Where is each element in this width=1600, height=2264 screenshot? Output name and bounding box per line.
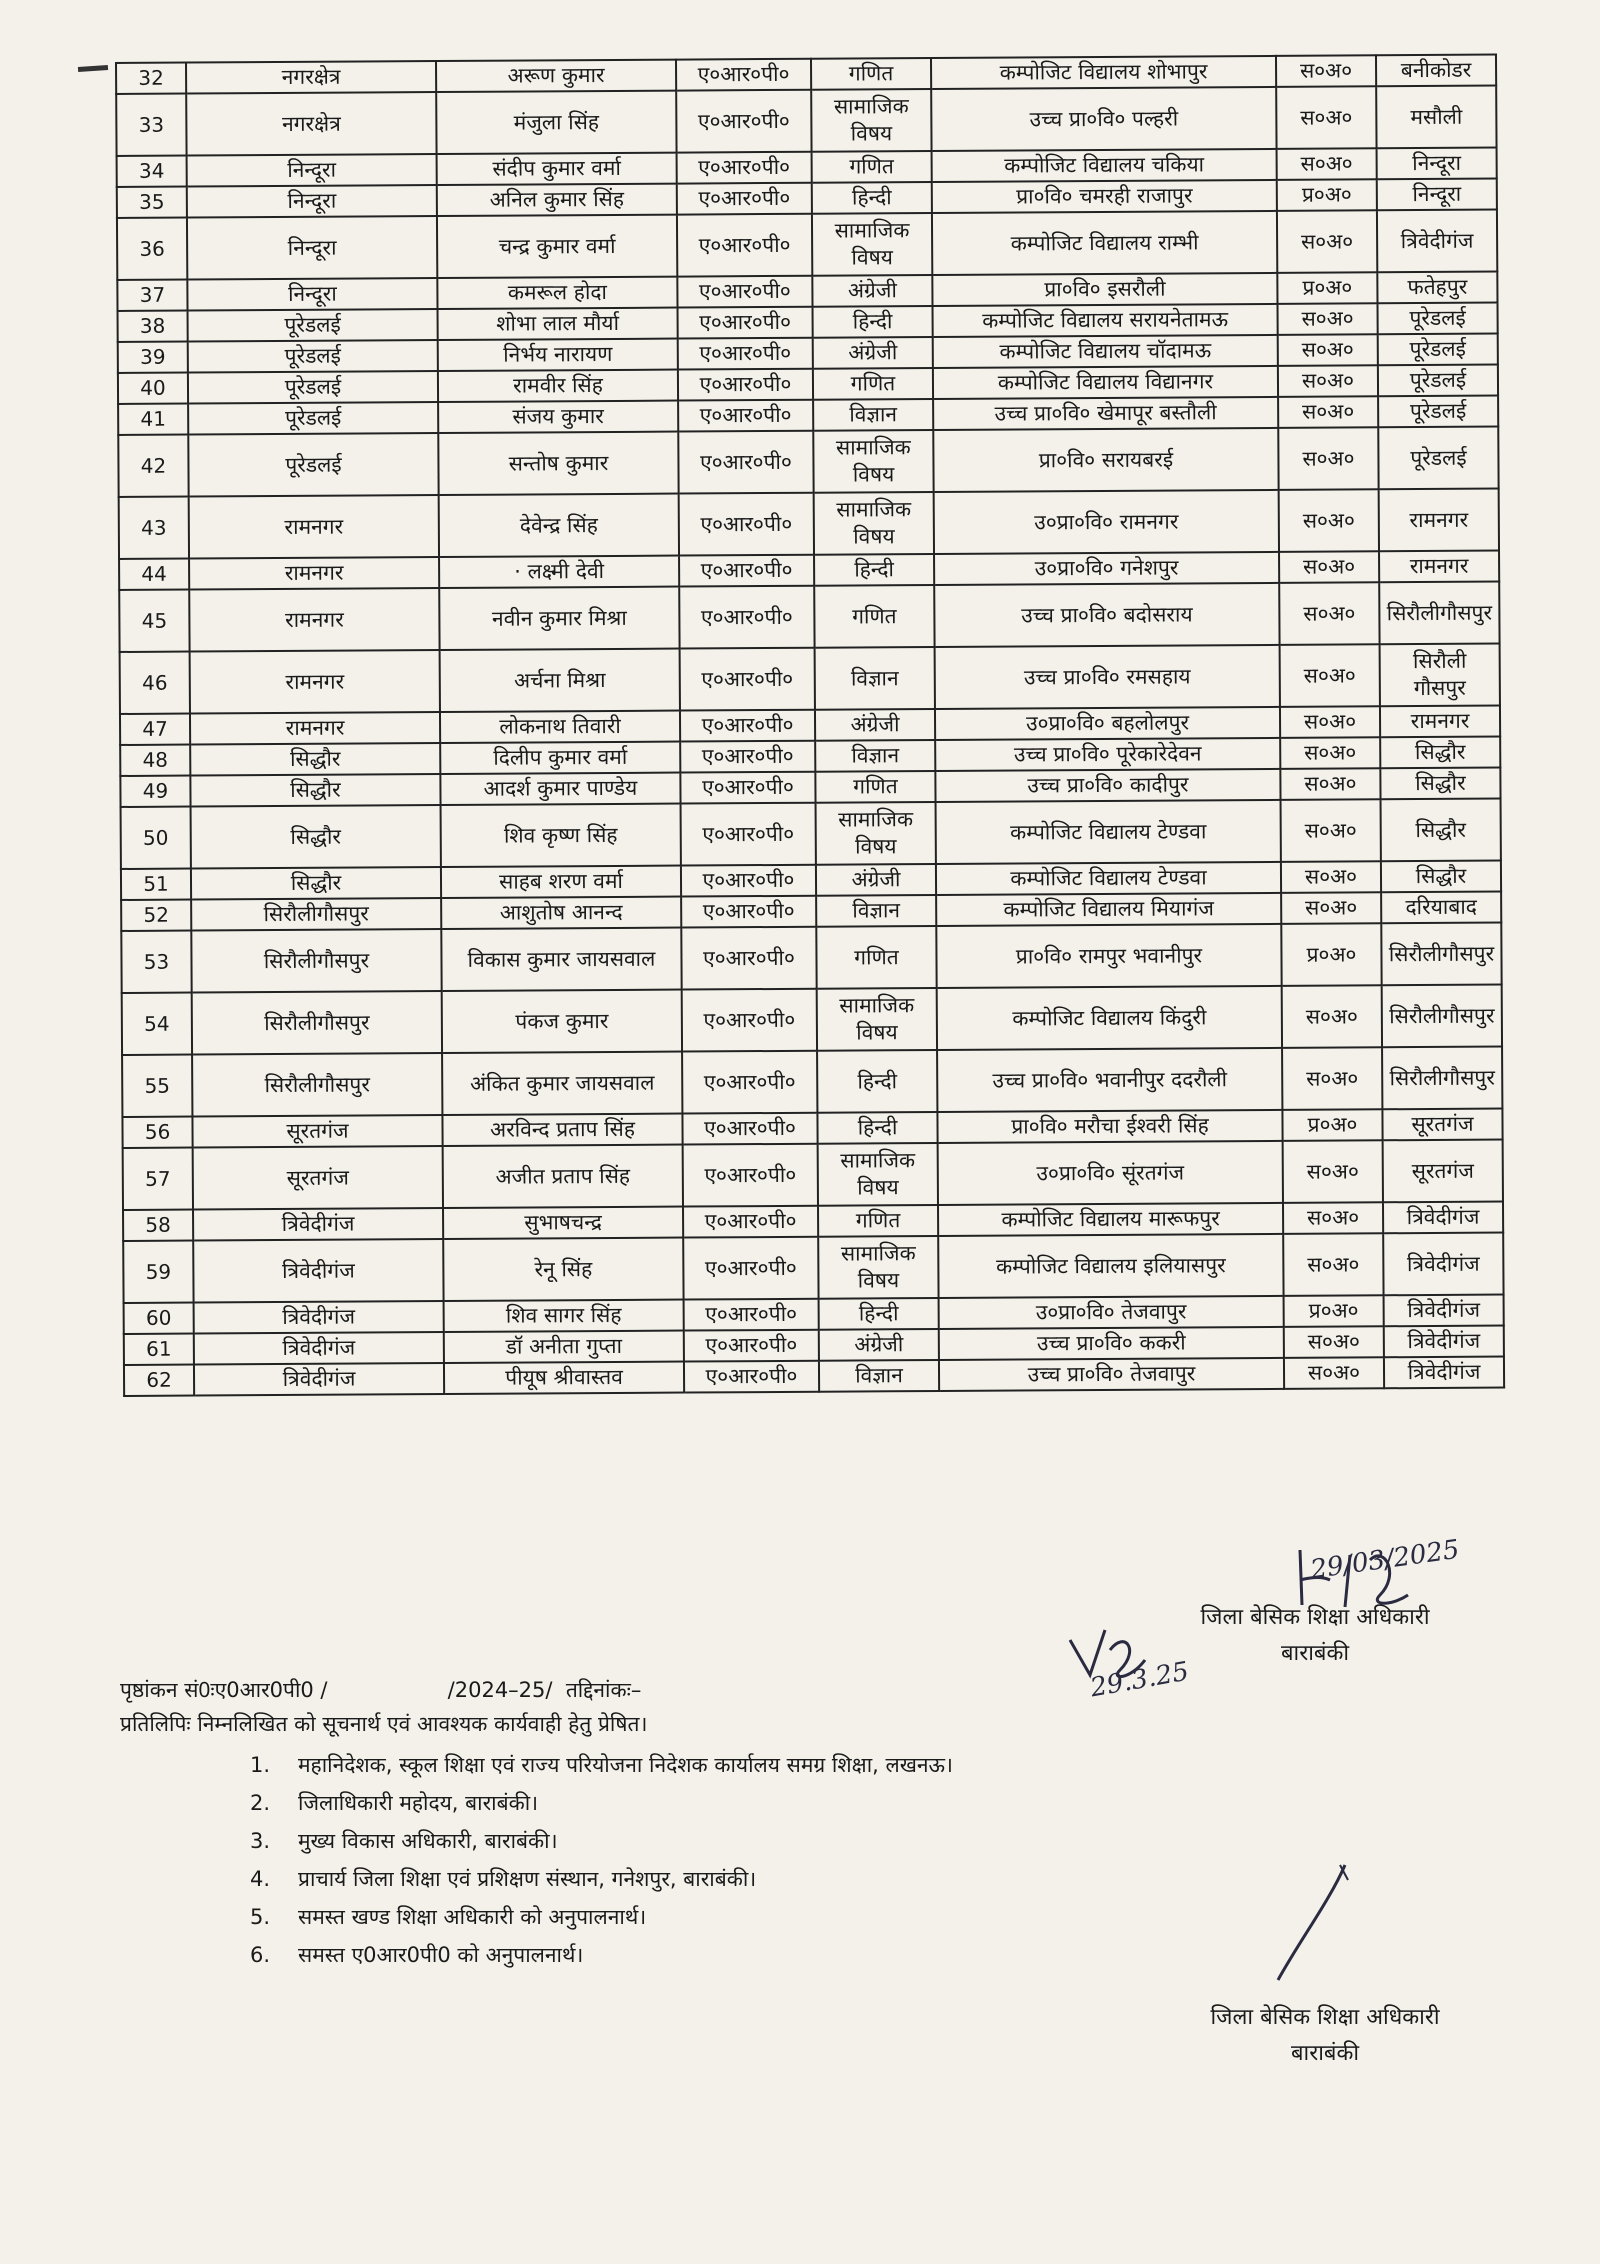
distribution-item xyxy=(250,1748,953,1786)
school-cell: उच्च प्रा०वि० तेजवापुर xyxy=(939,1358,1284,1391)
post-cell: स०अ० xyxy=(1283,1233,1383,1296)
post-cell: स०अ० xyxy=(1280,737,1380,769)
arp-block-cell: त्रिवेदीगंज xyxy=(194,1363,444,1396)
subject-cell: अंग्रेजी xyxy=(819,1329,939,1361)
officer-title: जिला बेसिक शिक्षा अधिकारी xyxy=(1200,1605,1430,1630)
post-cell: स०अ० xyxy=(1281,861,1381,893)
designation-cell: ए०आर०पी० xyxy=(678,431,813,494)
table-row xyxy=(119,489,1499,559)
school-cell: उच्च प्रा०वि० रमसहाय xyxy=(935,645,1280,709)
table-row xyxy=(123,1140,1503,1210)
name-cell: रामवीर सिंह xyxy=(438,370,678,402)
serial-number-cell: 32 xyxy=(116,63,186,94)
designation-cell: ए०आर०पी० xyxy=(682,1051,817,1114)
school-block-cell: सिद्धौर xyxy=(1380,768,1500,800)
school-block-cell: त्रिवेदीगंज xyxy=(1384,1326,1504,1358)
school-block-cell: सिद्धौर xyxy=(1381,799,1501,862)
distribution-item-number: 6. xyxy=(250,1943,271,1967)
copy-to-line: प्रतिलिपिः निम्नलिखित को सूचनार्थ एवं आवश्यक कार्यवाही हेतु प्रेषित। xyxy=(120,1712,648,1736)
arp-block-cell: सिरौलीगौसपुर xyxy=(191,898,441,931)
school-cell: कम्पोजिट विद्यालय विद्यानगर xyxy=(933,366,1278,399)
subject-cell: गणित xyxy=(818,1205,938,1237)
subject-cell: गणित xyxy=(816,926,936,989)
school-cell: कम्पोजिट विद्यालय चकिया xyxy=(932,149,1277,182)
school-cell: उ०प्रा०वि० गनेशपुर xyxy=(934,552,1279,585)
subject-cell: सामाजिक विषय xyxy=(812,213,932,276)
name-cell: लोकनाथ तिवारी xyxy=(440,711,680,743)
serial-number-cell: 35 xyxy=(117,187,187,218)
endorsement-reference: पृष्ठांकन सं0ःए0आर0पी0 / /2024–25/ तद्दिनांकः– xyxy=(120,1678,642,1702)
arp-block-cell: सूरतगंज xyxy=(192,1115,442,1148)
handwritten-note: 29/03/2025 xyxy=(1308,1534,1462,1586)
officer-signature-block-bottom xyxy=(1160,2000,1490,2072)
designation-cell: ए०आर०पी० xyxy=(681,927,816,990)
serial-number-cell: 48 xyxy=(120,745,190,776)
post-cell: स०अ० xyxy=(1276,86,1376,149)
distribution-item xyxy=(250,1938,953,1976)
table-row xyxy=(122,985,1502,1055)
arp-block-cell: रामनगर xyxy=(189,557,439,590)
post-cell: स०अ० xyxy=(1284,1326,1384,1358)
school-cell: प्रा०वि० इसरौली xyxy=(932,273,1277,306)
distribution-item-text: मुख्य विकास अधिकारी, बाराबंकी। xyxy=(298,1829,558,1853)
school-block-cell: दरियाबाद xyxy=(1381,892,1501,924)
arp-block-cell: निन्दूरा xyxy=(187,154,437,187)
school-block-cell: सिरौलीगौसपुर xyxy=(1382,985,1502,1048)
name-cell: मंजुला सिंह xyxy=(436,91,676,154)
name-cell: अरविन्द प्रताप सिंह xyxy=(442,1114,682,1146)
designation-cell: ए०आर०पी० xyxy=(676,90,811,153)
distribution-item xyxy=(250,1786,953,1824)
designation-cell: ए०आर०पी० xyxy=(678,338,813,370)
school-block-cell: त्रिवेदीगंज xyxy=(1383,1233,1503,1296)
school-block-cell: निन्दूरा xyxy=(1377,148,1497,180)
arp-block-cell: नगरक्षेत्र xyxy=(186,92,436,156)
subject-cell: विज्ञान xyxy=(819,1360,939,1392)
school-block-cell: पूरेडलई xyxy=(1378,334,1498,366)
school-cell: उ०प्रा०वि० बहलोलपुर xyxy=(935,707,1280,740)
name-cell: अनिल कुमार सिंह xyxy=(437,184,677,216)
subject-cell: हिन्दी xyxy=(817,1112,937,1144)
post-cell: स०अ० xyxy=(1282,985,1382,1048)
arp-block-cell: पूरेडलई xyxy=(188,340,438,373)
signature-scribble-bottom xyxy=(1260,1860,1370,1990)
school-cell: कम्पोजिट विद्यालय टेण्डवा xyxy=(936,800,1281,864)
designation-cell: ए०आर०पी० xyxy=(684,1299,819,1331)
name-cell: संजय कुमार xyxy=(438,401,678,433)
serial-number-cell: 60 xyxy=(124,1303,194,1334)
subject-cell: हिन्दी xyxy=(812,182,932,214)
name-cell: अजीत प्रताप सिंह xyxy=(443,1145,683,1208)
name-cell: सन्तोष कुमार xyxy=(438,432,678,495)
post-cell: स०अ० xyxy=(1278,365,1378,397)
name-cell: शिव कृष्ण सिंह xyxy=(441,804,681,867)
arp-block-cell: रामनगर xyxy=(190,712,440,745)
school-block-cell: निन्दूरा xyxy=(1377,179,1497,211)
arp-block-cell: पूरेडलई xyxy=(188,309,438,342)
distribution-item-text: जिलाधिकारी महोदय, बाराबंकी। xyxy=(298,1791,539,1815)
school-cell: कम्पोजिट विद्यालय मारूफपुर xyxy=(938,1203,1283,1236)
post-cell: स०अ० xyxy=(1278,427,1378,490)
designation-cell: ए०आर०पी० xyxy=(683,1206,818,1238)
designation-cell: ए०आर०पी० xyxy=(677,214,812,277)
arp-table xyxy=(115,54,1505,1397)
officer-district: बाराबंकी xyxy=(1290,2041,1360,2066)
distribution-item-number: 4. xyxy=(250,1867,271,1891)
subject-cell: सामाजिक विषय xyxy=(811,89,931,152)
page-margin-mark xyxy=(78,65,108,72)
school-block-cell: मसौली xyxy=(1376,86,1496,149)
school-block-cell: सिरौलीगौसपुर xyxy=(1382,1047,1502,1110)
post-cell: प्र०अ० xyxy=(1281,923,1381,986)
post-cell: स०अ० xyxy=(1284,1357,1384,1389)
serial-number-cell: 38 xyxy=(118,311,188,342)
serial-number-cell: 41 xyxy=(118,404,188,435)
arp-block-cell: सूरतगंज xyxy=(193,1146,443,1210)
post-cell: स०अ० xyxy=(1279,551,1379,583)
school-block-cell: सिरौलीगौसपुर xyxy=(1379,582,1499,645)
post-cell: स०अ० xyxy=(1277,148,1377,180)
serial-number-cell: 52 xyxy=(121,900,191,931)
designation-cell: ए०आर०पी० xyxy=(684,1330,819,1362)
serial-number-cell: 51 xyxy=(121,869,191,900)
school-block-cell: सिरौलीगौसपुर xyxy=(1381,923,1501,986)
distribution-item-number: 1. xyxy=(250,1753,271,1777)
post-cell: स०अ० xyxy=(1278,396,1378,428)
serial-number-cell: 36 xyxy=(117,218,187,280)
school-cell: कम्पोजिट विद्यालय इलियासपुर xyxy=(938,1234,1283,1298)
school-cell: प्रा०वि० चमरही राजापुर xyxy=(932,180,1277,213)
designation-cell: ए०आर०पी० xyxy=(682,989,817,1052)
name-cell: दिलीप कुमार वर्मा xyxy=(440,742,680,774)
distribution-item-text: प्राचार्य जिला शिक्षा एवं प्रशिक्षण संस्थान, गनेशपुर, बाराबंकी। xyxy=(298,1867,757,1891)
post-cell: स०अ० xyxy=(1277,303,1377,335)
designation-cell: ए०आर०पी० xyxy=(684,1361,819,1393)
school-cell: उ०प्रा०वि० रामनगर xyxy=(934,490,1279,554)
name-cell: शोभा लाल मौर्या xyxy=(438,308,678,340)
name-cell: विकास कुमार जायसवाल xyxy=(441,928,681,991)
school-cell: उच्च प्रा०वि० ककरी xyxy=(939,1327,1284,1360)
subject-cell: हिन्दी xyxy=(817,1050,937,1113)
school-block-cell: पूरेडलई xyxy=(1378,396,1498,428)
subject-cell: सामाजिक विषय xyxy=(814,492,934,555)
subject-cell: विज्ञान xyxy=(815,647,935,710)
post-cell: स०अ० xyxy=(1278,334,1378,366)
arp-block-cell: सिरौलीगौसपुर xyxy=(191,929,441,993)
table-row xyxy=(117,210,1497,280)
distribution-list xyxy=(250,1748,953,1976)
serial-number-cell: 55 xyxy=(122,1055,192,1117)
name-cell: पंकज कुमार xyxy=(442,990,682,1053)
serial-number-cell: 33 xyxy=(116,94,186,156)
post-cell: स०अ० xyxy=(1276,55,1376,87)
arp-block-cell: सिद्धौर xyxy=(191,805,441,869)
name-cell: अंकित कुमार जायसवाल xyxy=(442,1052,682,1115)
school-block-cell: सूरतगंज xyxy=(1382,1109,1502,1141)
designation-cell: ए०आर०पी० xyxy=(679,555,814,587)
arp-block-cell: पूरेडलई xyxy=(188,402,438,435)
post-cell: स०अ० xyxy=(1279,489,1379,552)
subject-cell: गणित xyxy=(813,368,933,400)
table-row xyxy=(116,86,1496,156)
serial-number-cell: 54 xyxy=(122,993,192,1055)
subject-cell: अंग्रेजी xyxy=(812,275,932,307)
designation-cell: ए०आर०पी० xyxy=(677,276,812,308)
table-row xyxy=(123,1233,1503,1303)
post-cell: स०अ० xyxy=(1283,1202,1383,1234)
arp-block-cell: रामनगर xyxy=(190,650,440,714)
school-cell: उच्च प्रा०वि० पूरेकारेदेवन xyxy=(935,738,1280,771)
arp-block-cell: त्रिवेदीगंज xyxy=(193,1208,443,1241)
designation-cell: ए०आर०पी० xyxy=(679,493,814,556)
table-row xyxy=(122,1047,1502,1117)
subject-cell: विज्ञान xyxy=(815,740,935,772)
arp-block-cell: निन्दूरा xyxy=(187,278,437,311)
distribution-item-number: 3. xyxy=(250,1829,271,1853)
designation-cell: ए०आर०पी० xyxy=(680,741,815,773)
post-cell: प्र०अ० xyxy=(1277,179,1377,211)
arp-block-cell: सिद्धौर xyxy=(190,743,440,776)
distribution-item-number: 2. xyxy=(250,1791,271,1815)
arp-block-cell: सिद्धौर xyxy=(191,867,441,900)
arp-block-cell: नगरक्षेत्र xyxy=(186,61,436,94)
school-cell: उच्च प्रा०वि० बदोसराय xyxy=(934,583,1279,647)
school-cell: कम्पोजिट विद्यालय शोभापुर xyxy=(931,56,1276,89)
arp-block-cell: सिद्धौर xyxy=(190,774,440,807)
designation-cell: ए०आर०पी० xyxy=(681,803,816,866)
arp-block-cell: सिरौलीगौसपुर xyxy=(192,991,442,1055)
table-row xyxy=(121,923,1501,993)
school-block-cell: सिद्धौर xyxy=(1381,861,1501,893)
subject-cell: गणित xyxy=(815,771,935,803)
distribution-item xyxy=(250,1824,953,1862)
school-block-cell: त्रिवेदीगंज xyxy=(1377,210,1497,273)
subject-cell: सामाजिक विषय xyxy=(818,1236,938,1299)
name-cell: निर्भय नारायण xyxy=(438,339,678,371)
school-cell: कम्पोजिट विद्यालय सरायनेतामऊ xyxy=(933,304,1278,337)
arp-block-cell: पूरेडलई xyxy=(188,433,438,497)
post-cell: प्र०अ० xyxy=(1282,1109,1382,1141)
arp-block-cell: रामनगर xyxy=(189,495,439,559)
post-cell: स०अ० xyxy=(1277,210,1377,273)
school-block-cell: सिरौली गौसपुर xyxy=(1380,644,1500,707)
serial-number-cell: 62 xyxy=(124,1365,194,1396)
distribution-item-text: समस्त खण्ड शिक्षा अधिकारी को अनुपालनार्थ। xyxy=(298,1905,647,1929)
serial-number-cell: 37 xyxy=(117,280,187,311)
arp-block-cell: त्रिवेदीगंज xyxy=(194,1301,444,1334)
school-cell: उ०प्रा०वि० तेजवापुर xyxy=(939,1296,1284,1329)
serial-number-cell: 59 xyxy=(123,1241,193,1303)
school-block-cell: त्रिवेदीगंज xyxy=(1384,1295,1504,1327)
school-cell: उच्च प्रा०वि० कादीपुर xyxy=(935,769,1280,802)
designation-cell: ए०आर०पी० xyxy=(677,183,812,215)
designation-cell: ए०आर०पी० xyxy=(679,586,814,649)
distribution-item-number: 5. xyxy=(250,1905,271,1929)
subject-cell: गणित xyxy=(812,151,932,183)
name-cell: अर्चना मिश्रा xyxy=(440,649,680,712)
school-cell: कम्पोजिट विद्यालय मियागंज xyxy=(936,893,1281,926)
table-row xyxy=(121,799,1501,869)
subject-cell: हिन्दी xyxy=(813,306,933,338)
designation-cell: ए०आर०पी० xyxy=(676,59,811,91)
officer-title: जिला बेसिक शिक्षा अधिकारी xyxy=(1210,2005,1440,2030)
designation-cell: ए०आर०पी० xyxy=(682,1113,817,1145)
arp-table-container xyxy=(115,54,1503,1397)
table-row xyxy=(120,644,1500,714)
designation-cell: ए०आर०पी० xyxy=(680,648,815,711)
school-block-cell: रामनगर xyxy=(1380,706,1500,738)
designation-cell: ए०आर०पी० xyxy=(678,369,813,401)
name-cell: डॉ अनीता गुप्ता xyxy=(444,1331,684,1363)
subject-cell: अंग्रेजी xyxy=(816,864,936,896)
designation-cell: ए०आर०पी० xyxy=(678,307,813,339)
arp-block-cell: पूरेडलई xyxy=(188,371,438,404)
designation-cell: ए०आर०पी० xyxy=(681,865,816,897)
school-block-cell: पूरेडलई xyxy=(1378,365,1498,397)
subject-cell: विज्ञान xyxy=(816,895,936,927)
officer-district: बाराबंकी xyxy=(1280,1641,1350,1666)
subject-cell: गणित xyxy=(814,585,934,648)
post-cell: स०अ० xyxy=(1281,799,1381,862)
name-cell: · लक्ष्मी देवी xyxy=(439,556,679,588)
name-cell: सुभाषचन्द्र xyxy=(443,1207,683,1239)
school-cell: कम्पोजिट विद्यालय किंदुरी xyxy=(937,986,1282,1050)
subject-cell: सामाजिक विषय xyxy=(818,1143,938,1206)
arp-block-cell: निन्दूरा xyxy=(187,185,437,218)
arp-block-cell: त्रिवेदीगंज xyxy=(193,1239,443,1303)
arp-block-cell: रामनगर xyxy=(189,588,439,652)
serial-number-cell: 34 xyxy=(117,156,187,187)
serial-number-cell: 57 xyxy=(123,1148,193,1210)
post-cell: स०अ० xyxy=(1282,1047,1382,1110)
name-cell: अरूण कुमार xyxy=(436,60,676,92)
post-cell: स०अ० xyxy=(1281,892,1381,924)
subject-cell: सामाजिक विषय xyxy=(817,988,937,1051)
school-cell: उच्च प्रा०वि० पल्हरी xyxy=(931,87,1276,151)
serial-number-cell: 50 xyxy=(121,807,191,869)
table-row xyxy=(119,582,1499,652)
post-cell: स०अ० xyxy=(1280,644,1380,707)
distribution-item-text: समस्त ए0आर0पी0 को अनुपालनार्थ। xyxy=(298,1943,584,1967)
serial-number-cell: 39 xyxy=(118,342,188,373)
school-cell: कम्पोजिट विद्यालय राम्भी xyxy=(932,211,1277,275)
school-cell: उच्च प्रा०वि० खेमापूर बस्तौली xyxy=(933,397,1278,430)
post-cell: स०अ० xyxy=(1280,706,1380,738)
table-row xyxy=(118,427,1498,497)
school-cell: प्रा०वि० मरौचा ईश्वरी सिंह xyxy=(937,1110,1282,1143)
post-cell: स०अ० xyxy=(1279,582,1379,645)
post-cell: प्र०अ० xyxy=(1277,272,1377,304)
arp-block-cell: सिरौलीगौसपुर xyxy=(192,1053,442,1117)
serial-number-cell: 45 xyxy=(119,590,189,652)
arp-block-cell: निन्दूरा xyxy=(187,216,437,280)
school-block-cell: रामनगर xyxy=(1379,489,1499,552)
serial-number-cell: 61 xyxy=(124,1334,194,1365)
post-cell: स०अ० xyxy=(1283,1140,1383,1203)
name-cell: शिव सागर सिंह xyxy=(444,1300,684,1332)
subject-cell: अंग्रेजी xyxy=(815,709,935,741)
subject-cell: सामाजिक विषय xyxy=(813,430,933,493)
school-block-cell: पूरेडलई xyxy=(1377,303,1497,335)
distribution-item xyxy=(250,1862,953,1900)
serial-number-cell: 46 xyxy=(120,652,190,714)
table-body xyxy=(116,55,1504,1396)
designation-cell: ए०आर०पी० xyxy=(680,710,815,742)
distribution-item xyxy=(250,1900,953,1938)
school-block-cell: रामनगर xyxy=(1379,551,1499,583)
school-cell: उच्च प्रा०वि० भवानीपुर ददरौली xyxy=(937,1048,1282,1112)
name-cell: पीयूष श्रीवास्तव xyxy=(444,1362,684,1394)
serial-number-cell: 49 xyxy=(120,776,190,807)
name-cell: रेनू सिंह xyxy=(443,1238,683,1301)
school-cell: उ०प्रा०वि० सूंरतगंज xyxy=(938,1141,1283,1205)
subject-cell: गणित xyxy=(811,58,931,90)
post-cell: प्र०अ० xyxy=(1284,1295,1384,1327)
serial-number-cell: 40 xyxy=(118,373,188,404)
school-block-cell: सूरतगंज xyxy=(1383,1140,1503,1203)
school-block-cell: त्रिवेदीगंज xyxy=(1384,1357,1504,1389)
serial-number-cell: 58 xyxy=(123,1210,193,1241)
serial-number-cell: 53 xyxy=(121,931,191,993)
school-cell: प्रा०वि० रामपुर भवानीपुर xyxy=(936,924,1281,988)
name-cell: कमरूल होदा xyxy=(437,277,677,309)
serial-number-cell: 44 xyxy=(119,559,189,590)
school-cell: कम्पोजिट विद्यालय टेण्डवा xyxy=(936,862,1281,895)
name-cell: आशुतोष आनन्द xyxy=(441,897,681,929)
initial-date: 29.3.25 xyxy=(1088,1656,1192,1704)
designation-cell: ए०आर०पी० xyxy=(678,400,813,432)
name-cell: संदीप कुमार वर्मा xyxy=(437,153,677,185)
serial-number-cell: 56 xyxy=(122,1117,192,1148)
distribution-item-text: महानिदेशक, स्कूल शिक्षा एवं राज्य परियोजना निदेशक कार्यालय समग्र शिक्षा, लखनऊ। xyxy=(298,1753,953,1777)
name-cell: चन्द्र कुमार वर्मा xyxy=(437,215,677,278)
subject-cell: अंग्रेजी xyxy=(813,337,933,369)
subject-cell: विज्ञान xyxy=(813,399,933,431)
post-cell: स०अ० xyxy=(1280,768,1380,800)
subject-cell: हिन्दी xyxy=(819,1298,939,1330)
serial-number-cell: 47 xyxy=(120,714,190,745)
school-block-cell: त्रिवेदीगंज xyxy=(1383,1202,1503,1234)
name-cell: आदर्श कुमार पाण्डेय xyxy=(440,773,680,805)
arp-block-cell: त्रिवेदीगंज xyxy=(194,1332,444,1365)
school-cell: कम्पोजिट विद्यालय चॉदामऊ xyxy=(933,335,1278,368)
school-block-cell: बनीकोडर xyxy=(1376,55,1496,87)
designation-cell: ए०आर०पी० xyxy=(680,772,815,804)
subject-cell: हिन्दी xyxy=(814,554,934,586)
subject-cell: सामाजिक विषय xyxy=(816,802,936,865)
school-cell: प्रा०वि० सरायबरई xyxy=(933,428,1278,492)
name-cell: नवीन कुमार मिश्रा xyxy=(439,587,679,650)
serial-number-cell: 42 xyxy=(118,435,188,497)
school-block-cell: सिद्धौर xyxy=(1380,737,1500,769)
serial-number-cell: 43 xyxy=(119,497,189,559)
name-cell: साहब शरण वर्मा xyxy=(441,866,681,898)
officer-signature-block-top xyxy=(1170,1600,1460,1672)
designation-cell: ए०आर०पी० xyxy=(683,1237,818,1300)
name-cell: देवेन्द्र सिंह xyxy=(439,494,679,557)
school-block-cell: पूरेडलई xyxy=(1378,427,1498,490)
school-block-cell: फतेहपुर xyxy=(1377,272,1497,304)
designation-cell: ए०आर०पी० xyxy=(683,1144,818,1207)
designation-cell: ए०आर०पी० xyxy=(677,152,812,184)
designation-cell: ए०आर०पी० xyxy=(681,896,816,928)
